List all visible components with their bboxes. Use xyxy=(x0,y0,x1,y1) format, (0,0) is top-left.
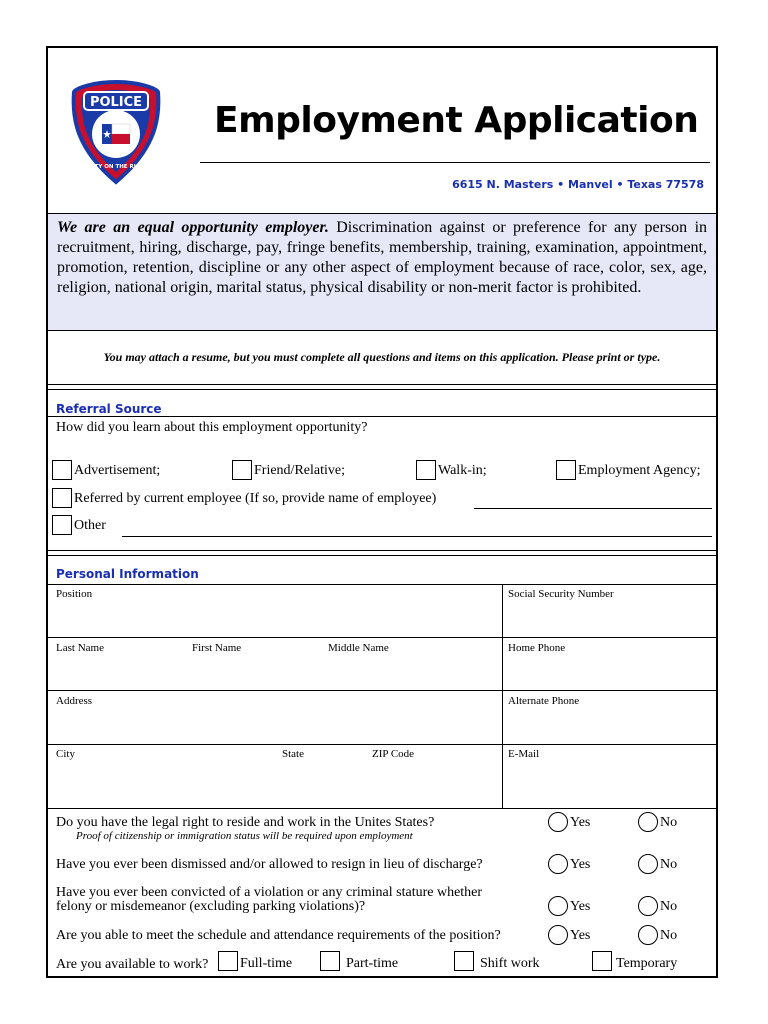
row-divider xyxy=(48,744,716,745)
column-divider xyxy=(502,584,503,808)
section-divider xyxy=(48,389,716,390)
shift-work-label: Shift work xyxy=(480,956,540,971)
temporary-label: Temporary xyxy=(616,956,678,971)
walk-in-label: Walk-in; xyxy=(438,463,487,478)
referred-employee-label: Referred by current employee (If so, provide name of employee) xyxy=(74,491,437,506)
full-time-label: Full-time xyxy=(240,956,293,971)
dismissed-yes-radio[interactable] xyxy=(548,854,568,874)
part-time-label: Part-time xyxy=(346,956,399,971)
personal-heading: Personal Information xyxy=(56,567,199,581)
section-divider xyxy=(48,550,716,551)
application-page xyxy=(46,46,718,978)
police-badge-logo xyxy=(68,78,164,188)
other-label: Other xyxy=(74,518,106,533)
office-address: 6615 N. Masters • Manvel • Texas 77578 xyxy=(452,178,704,191)
convicted-question-line2: felony or misdemeanor (excluding parking violations)? xyxy=(56,899,366,914)
full-time-checkbox[interactable] xyxy=(218,951,238,971)
section-divider xyxy=(48,384,716,385)
svg-text:CITY ON THE RISE: CITY ON THE RISE xyxy=(88,164,144,170)
employee-name-line[interactable] xyxy=(474,508,712,509)
row-divider xyxy=(48,637,716,638)
eeo-statement xyxy=(48,213,716,331)
no-label: No xyxy=(660,928,678,943)
convicted-yes-radio[interactable] xyxy=(548,896,568,916)
home-phone-field[interactable]: Home Phone xyxy=(508,642,566,654)
yes-label: Yes xyxy=(570,899,591,914)
address-field[interactable]: Address xyxy=(56,695,93,707)
convicted-no-radio[interactable] xyxy=(638,896,658,916)
walk-in-checkbox[interactable] xyxy=(416,460,436,480)
legal-right-no-radio[interactable] xyxy=(638,812,658,832)
no-label: No xyxy=(660,815,678,830)
row-divider xyxy=(48,690,716,691)
no-label: No xyxy=(660,857,678,872)
first-name-field[interactable]: First Name xyxy=(192,642,242,654)
other-specify-line[interactable] xyxy=(122,536,712,537)
availability-question: Are you available to work? xyxy=(56,957,209,972)
advertisement-label: Advertisement; xyxy=(74,463,161,478)
no-label: No xyxy=(660,899,678,914)
yes-label: Yes xyxy=(570,815,591,830)
email-field[interactable]: E-Mail xyxy=(508,748,540,760)
middle-name-field[interactable]: Middle Name xyxy=(328,642,389,654)
state-field[interactable]: State xyxy=(282,748,304,760)
advertisement-checkbox[interactable] xyxy=(52,460,72,480)
page-title: Employment Application xyxy=(214,100,699,141)
title-divider xyxy=(200,162,710,163)
legal-right-yes-radio[interactable] xyxy=(548,812,568,832)
dismissed-no-radio[interactable] xyxy=(638,854,658,874)
city-field[interactable]: City xyxy=(56,748,75,760)
last-name-field[interactable]: Last Name xyxy=(56,642,104,654)
ssn-field[interactable]: Social Security Number xyxy=(508,588,614,600)
friend-relative-checkbox[interactable] xyxy=(232,460,252,480)
legal-right-question: Do you have the legal right to reside and work in the Unites States? xyxy=(56,815,435,830)
schedule-question: Are you able to meet the schedule and attendance requirements of the position? xyxy=(56,928,501,943)
yes-label: Yes xyxy=(570,857,591,872)
schedule-no-radio[interactable] xyxy=(638,925,658,945)
yes-label: Yes xyxy=(570,928,591,943)
part-time-checkbox[interactable] xyxy=(320,951,340,971)
zip-code-field[interactable]: ZIP Code xyxy=(372,748,415,760)
alternate-phone-field[interactable]: Alternate Phone xyxy=(508,695,580,707)
convicted-question-line1: Have you ever been convicted of a violation or any criminal stature whether xyxy=(56,885,483,900)
referral-question: How did you learn about this employment opportunity? xyxy=(56,420,368,435)
friend-relative-label: Friend/Relative; xyxy=(254,463,345,478)
referred-employee-checkbox[interactable] xyxy=(52,488,72,508)
section-divider xyxy=(48,416,716,417)
row-divider xyxy=(48,808,716,809)
other-checkbox[interactable] xyxy=(52,515,72,535)
eeo-lead: We are an equal opportunity employer. xyxy=(57,219,329,236)
shift-work-checkbox[interactable] xyxy=(454,951,474,971)
referral-heading: Referral Source xyxy=(56,402,162,416)
position-field[interactable]: Position xyxy=(56,588,93,600)
citizenship-note: Proof of citizenship or immigration status will be required upon employment xyxy=(76,830,413,842)
dismissed-question: Have you ever been dismissed and/or allowed to resign in lieu of discharge? xyxy=(56,857,483,872)
schedule-yes-radio[interactable] xyxy=(548,925,568,945)
resume-instructions: You may attach a resume, but you must complete all questions and items on this application. Please print or type. xyxy=(103,350,661,364)
section-divider xyxy=(48,555,716,556)
employment-agency-label: Employment Agency; xyxy=(578,463,701,478)
temporary-checkbox[interactable] xyxy=(592,951,612,971)
employment-agency-checkbox[interactable] xyxy=(556,460,576,480)
eeo-body: Discrimination against or preference for any person in recruitment, hiring, discharge, pay, fringe benefits, membership, training, examination, appointment, promotion, retention, discipline or any other aspect of employment because of race, color, sex, age, religion, national origin, marital status, physical disability or non-merit factor is prohibited. xyxy=(57,219,708,296)
svg-text:POLICE: POLICE xyxy=(89,95,143,110)
section-divider xyxy=(48,584,716,585)
svg-text:MANVEL: MANVEL xyxy=(101,115,131,122)
